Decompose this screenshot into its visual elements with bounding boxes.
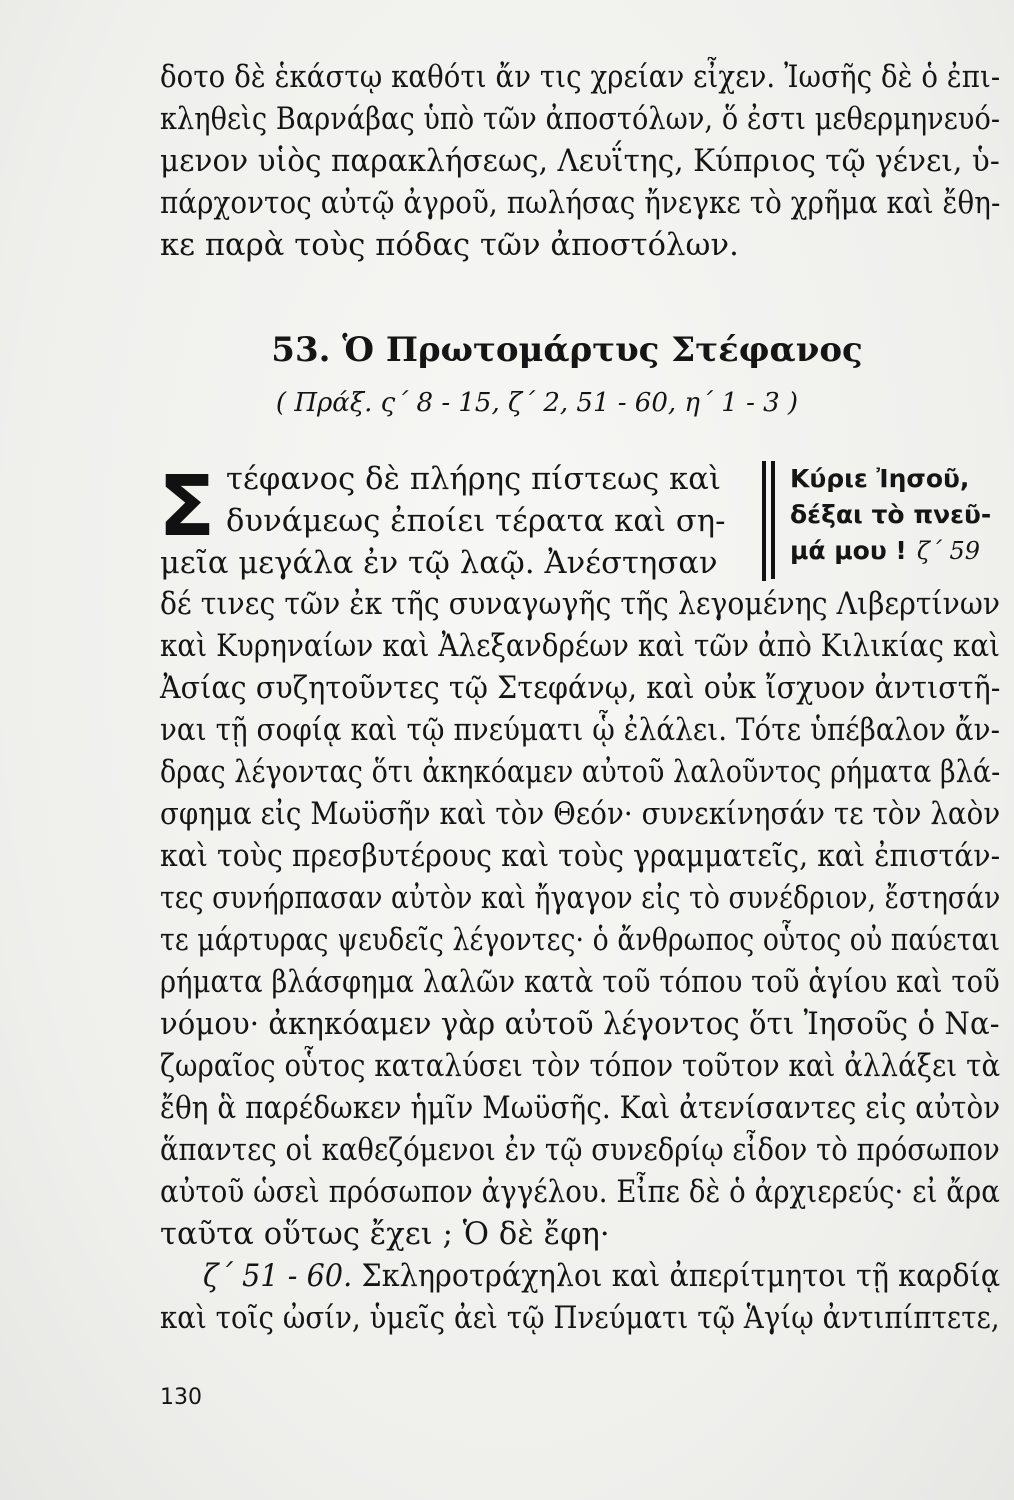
text-line: ταῦτα οὕτως ἔχει ; Ὁ δὲ ἔφη· xyxy=(160,1217,610,1252)
sidenote-text: μά μου ! xyxy=(790,536,907,565)
verse-line xyxy=(160,1256,1001,1298)
text-line: καὶ τοῖς ὠσίν, ὑμεῖς ἀεὶ τῷ Πνεύματι τῷ Ἁγίῳ ἀντιπίπτετε, xyxy=(160,1301,1000,1336)
sidenote-line: Κύριε Ἰησοῦ, xyxy=(790,464,970,493)
text-line: ἔθη ἃ παρέδωκεν ἡμῖν Μωϋσῆς. Καὶ ἀτενίσαντες εἰς αὐτὸν xyxy=(160,1091,1001,1126)
opening-paragraph xyxy=(160,459,766,585)
scripture-reference: ( Πράξ. ς΄ 8 - 15, ζ΄ 2, 51 - 60, η΄ 1 - 3 ) xyxy=(275,388,799,418)
text-line: καὶ Κυρηναίων καὶ Ἀλεξανδρέων καὶ τῶν ἀπὸ Κιλικίας καὶ xyxy=(160,629,1001,664)
text-line: ναι τῇ σοφίᾳ καὶ τῷ πνεύματι ᾧ ἐλάλει. Τότε ὑπέβαλον ἄν- xyxy=(160,713,1001,748)
sidenote-rule xyxy=(771,461,775,579)
sidenote-line: δέξαι τὸ πνεῦ- xyxy=(790,500,992,529)
text-line: δυνάμεως ἐποίει τέρατα καὶ ση- xyxy=(226,504,726,539)
verse-text: Σκληροτράχηλοι καὶ ἀπερίτμητοι τῇ καρδίᾳ xyxy=(361,1259,1001,1294)
verse-reference: ζ΄ 51 - 60. xyxy=(203,1259,353,1294)
text-line: τες συνήρπασαν αὐτὸν καὶ ἤγαγον εἰς τὸ συνέδριον, ἔστησάν xyxy=(160,881,1001,916)
text-line: Ἀσίας συζητοῦντες τῷ Στεφάνῳ, καὶ οὐκ ἴσχυον ἀντιστῆ- xyxy=(160,671,1001,706)
text-line: δέ τινες τῶν ἐκ τῆς συναγωγῆς τῆς λεγομένης Λιβερτίνων xyxy=(160,587,1001,622)
sidenote-reference: ζ΄ 59 xyxy=(916,537,981,565)
text-line: τέφανος δὲ πλήρης πίστεως καὶ xyxy=(226,462,722,497)
sidenote-rule xyxy=(762,461,766,581)
text-line: πάρχοντος αὐτῷ ἀγροῦ, πωλήσας ἤνεγκε τὸ χρῆμα καὶ ἔθη- xyxy=(160,186,1001,221)
sidenote xyxy=(790,461,1010,569)
sidenote-line xyxy=(790,533,1010,569)
text-line: τε μάρτυρας ψευδεῖς λέγοντες· ὁ ἄνθρωπος οὗτος οὐ παύεται xyxy=(160,923,1001,958)
text-line: ζωραῖος οὗτος καταλύσει τὸν τόπον τοῦτον καὶ ἀλλάξει τὰ xyxy=(160,1049,1001,1084)
text-line: κληθεὶς Βαρνάβας ὑπὸ τῶν ἀποστόλων, ὅ ἐστι μεθερμηνευό- xyxy=(160,102,1001,137)
text-line: νόμου· ἀκηκόαμεν γὰρ αὐτοῦ λέγοντος ὅτι Ἰησοῦς ὁ Να- xyxy=(160,1007,1000,1042)
text-line: ρήματα βλάσφημα λαλῶν κατὰ τοῦ τόπου τοῦ ἁγίου καὶ τοῦ xyxy=(160,965,1000,1000)
text-line: δοτο δὲ ἑκάστῳ καθότι ἄν τις χρείαν εἶχεν. Ἰωσῆς δὲ ὁ ἐπι- xyxy=(160,60,1001,95)
text-line: μεῖα μεγάλα ἐν τῷ λαῷ. Ἀνέστησαν xyxy=(160,546,718,581)
text-line: σφημα εἰς Μωϋσῆν καὶ τὸν Θεόν· συνεκίνησάν τε τὸν λαὸν xyxy=(160,797,1001,832)
body-paragraph xyxy=(160,584,1000,1340)
text-line: κε παρὰ τοὺς πόδας τῶν ἀποστόλων. xyxy=(160,228,739,263)
section-title: 53. Ὁ Πρωτομάρτυς Στέφανος xyxy=(271,330,863,370)
text-line: μενον υἱὸς παρακλήσεως, Λευΐτης, Κύπριος τῷ γένει, ὑ- xyxy=(160,144,1000,179)
drop-cap: Σ xyxy=(158,457,216,555)
text-line: καὶ τοὺς πρεσβυτέρους καὶ τοὺς γραμματεῖς, καὶ ἐπιστάν- xyxy=(160,839,1001,874)
text-line: αὐτοῦ ὡσεὶ πρόσωπον ἀγγέλου. Εἶπε δὲ ὁ ἀρχιερεύς· εἰ ἄρα xyxy=(160,1175,1000,1210)
text-line: δρας λέγοντας ὅτι ἀκηκόαμεν αὐτοῦ λαλοῦντος ρήματα βλά- xyxy=(160,755,1001,790)
page-number: 130 xyxy=(160,1385,202,1410)
text-line: ἅπαντες οἱ καθεζόμενοι ἐν τῷ συνεδρίῳ εἶδον τὸ πρόσωπον xyxy=(160,1133,1000,1168)
intro-paragraph xyxy=(160,57,1000,267)
